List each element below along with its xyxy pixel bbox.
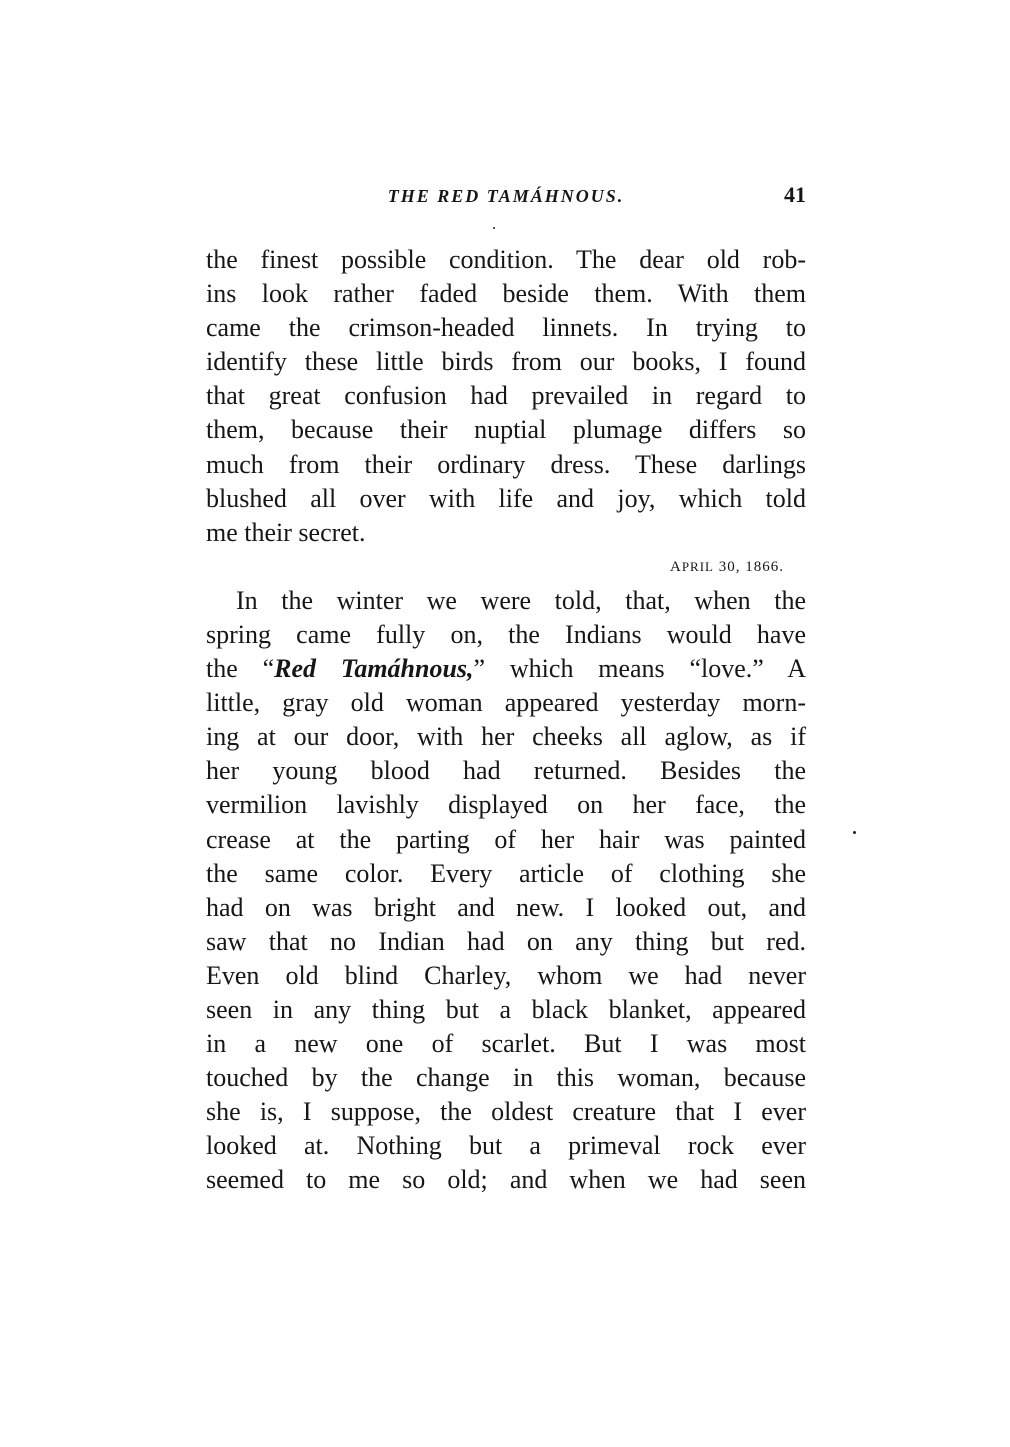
- text-line: that great confusion had prevailed in regard to: [206, 381, 806, 411]
- text-line: touched by the change in this woman, because: [206, 1063, 806, 1093]
- text-line: them, because their nuptial plumage differs so: [206, 415, 806, 445]
- italic-phrase: Red Tamáhnous,: [274, 654, 474, 684]
- text-line: looked at. Nothing but a primeval rock ever: [206, 1131, 806, 1161]
- text-line: crease at the parting of her hair was painted: [206, 824, 806, 854]
- print-speck: [493, 227, 495, 229]
- text-segment: ” which means “love.” A: [473, 654, 806, 684]
- text-line: identify these little birds from our books, I found: [206, 347, 806, 377]
- text-line: In the winter we were told, that, when the: [236, 585, 806, 615]
- dateline: [206, 550, 806, 584]
- text-line: Even old blind Charley, whom we had never: [206, 960, 806, 990]
- text-line: seen in any thing but a black blanket, appeared: [206, 994, 806, 1024]
- text-line: [206, 652, 806, 686]
- text-line: little, gray old woman appeared yesterday morn-: [206, 688, 806, 718]
- print-speck: [853, 831, 856, 834]
- body-text: [206, 243, 806, 1198]
- text-line: seemed to me so old; and when we had seen: [206, 1165, 806, 1195]
- text-line: spring came fully on, the Indians would have: [206, 619, 806, 649]
- text-segment: the “: [206, 654, 275, 684]
- dateline-date: 30, 1866.: [714, 558, 784, 575]
- text-line: saw that no Indian had on any thing but red.: [206, 926, 806, 956]
- running-title: THE RED TAMÁHNOUS.: [387, 186, 625, 206]
- text-line: the same color. Every article of clothing she: [206, 858, 806, 888]
- text-line: vermilion lavishly displayed on her face, the: [206, 790, 806, 820]
- text-line: blushed all over with life and joy, which told: [206, 483, 806, 513]
- text-line: ins look rather faded beside them. With them: [206, 279, 806, 309]
- text-line: me their secret.: [206, 517, 366, 547]
- text-line: her young blood had returned. Besides the: [206, 756, 806, 786]
- text-line: she is, I suppose, the oldest creature that I ever: [206, 1097, 806, 1127]
- dateline-initial: A: [669, 558, 682, 575]
- text-line: much from their ordinary dress. These darlings: [206, 449, 806, 479]
- text-line: the finest possible condition. The dear old rob-: [206, 245, 806, 274]
- page-number: 41: [784, 182, 806, 207]
- text-line: came the crimson-headed linnets. In trying to: [206, 313, 806, 343]
- running-head: [206, 182, 806, 220]
- text-line: in a new one of scarlet. But I was most: [206, 1029, 806, 1059]
- dateline-smallcaps: PRIL: [681, 558, 714, 574]
- text-line: ing at our door, with her cheeks all aglow, as if: [206, 722, 806, 752]
- text-line: had on was bright and new. I looked out, and: [206, 892, 806, 922]
